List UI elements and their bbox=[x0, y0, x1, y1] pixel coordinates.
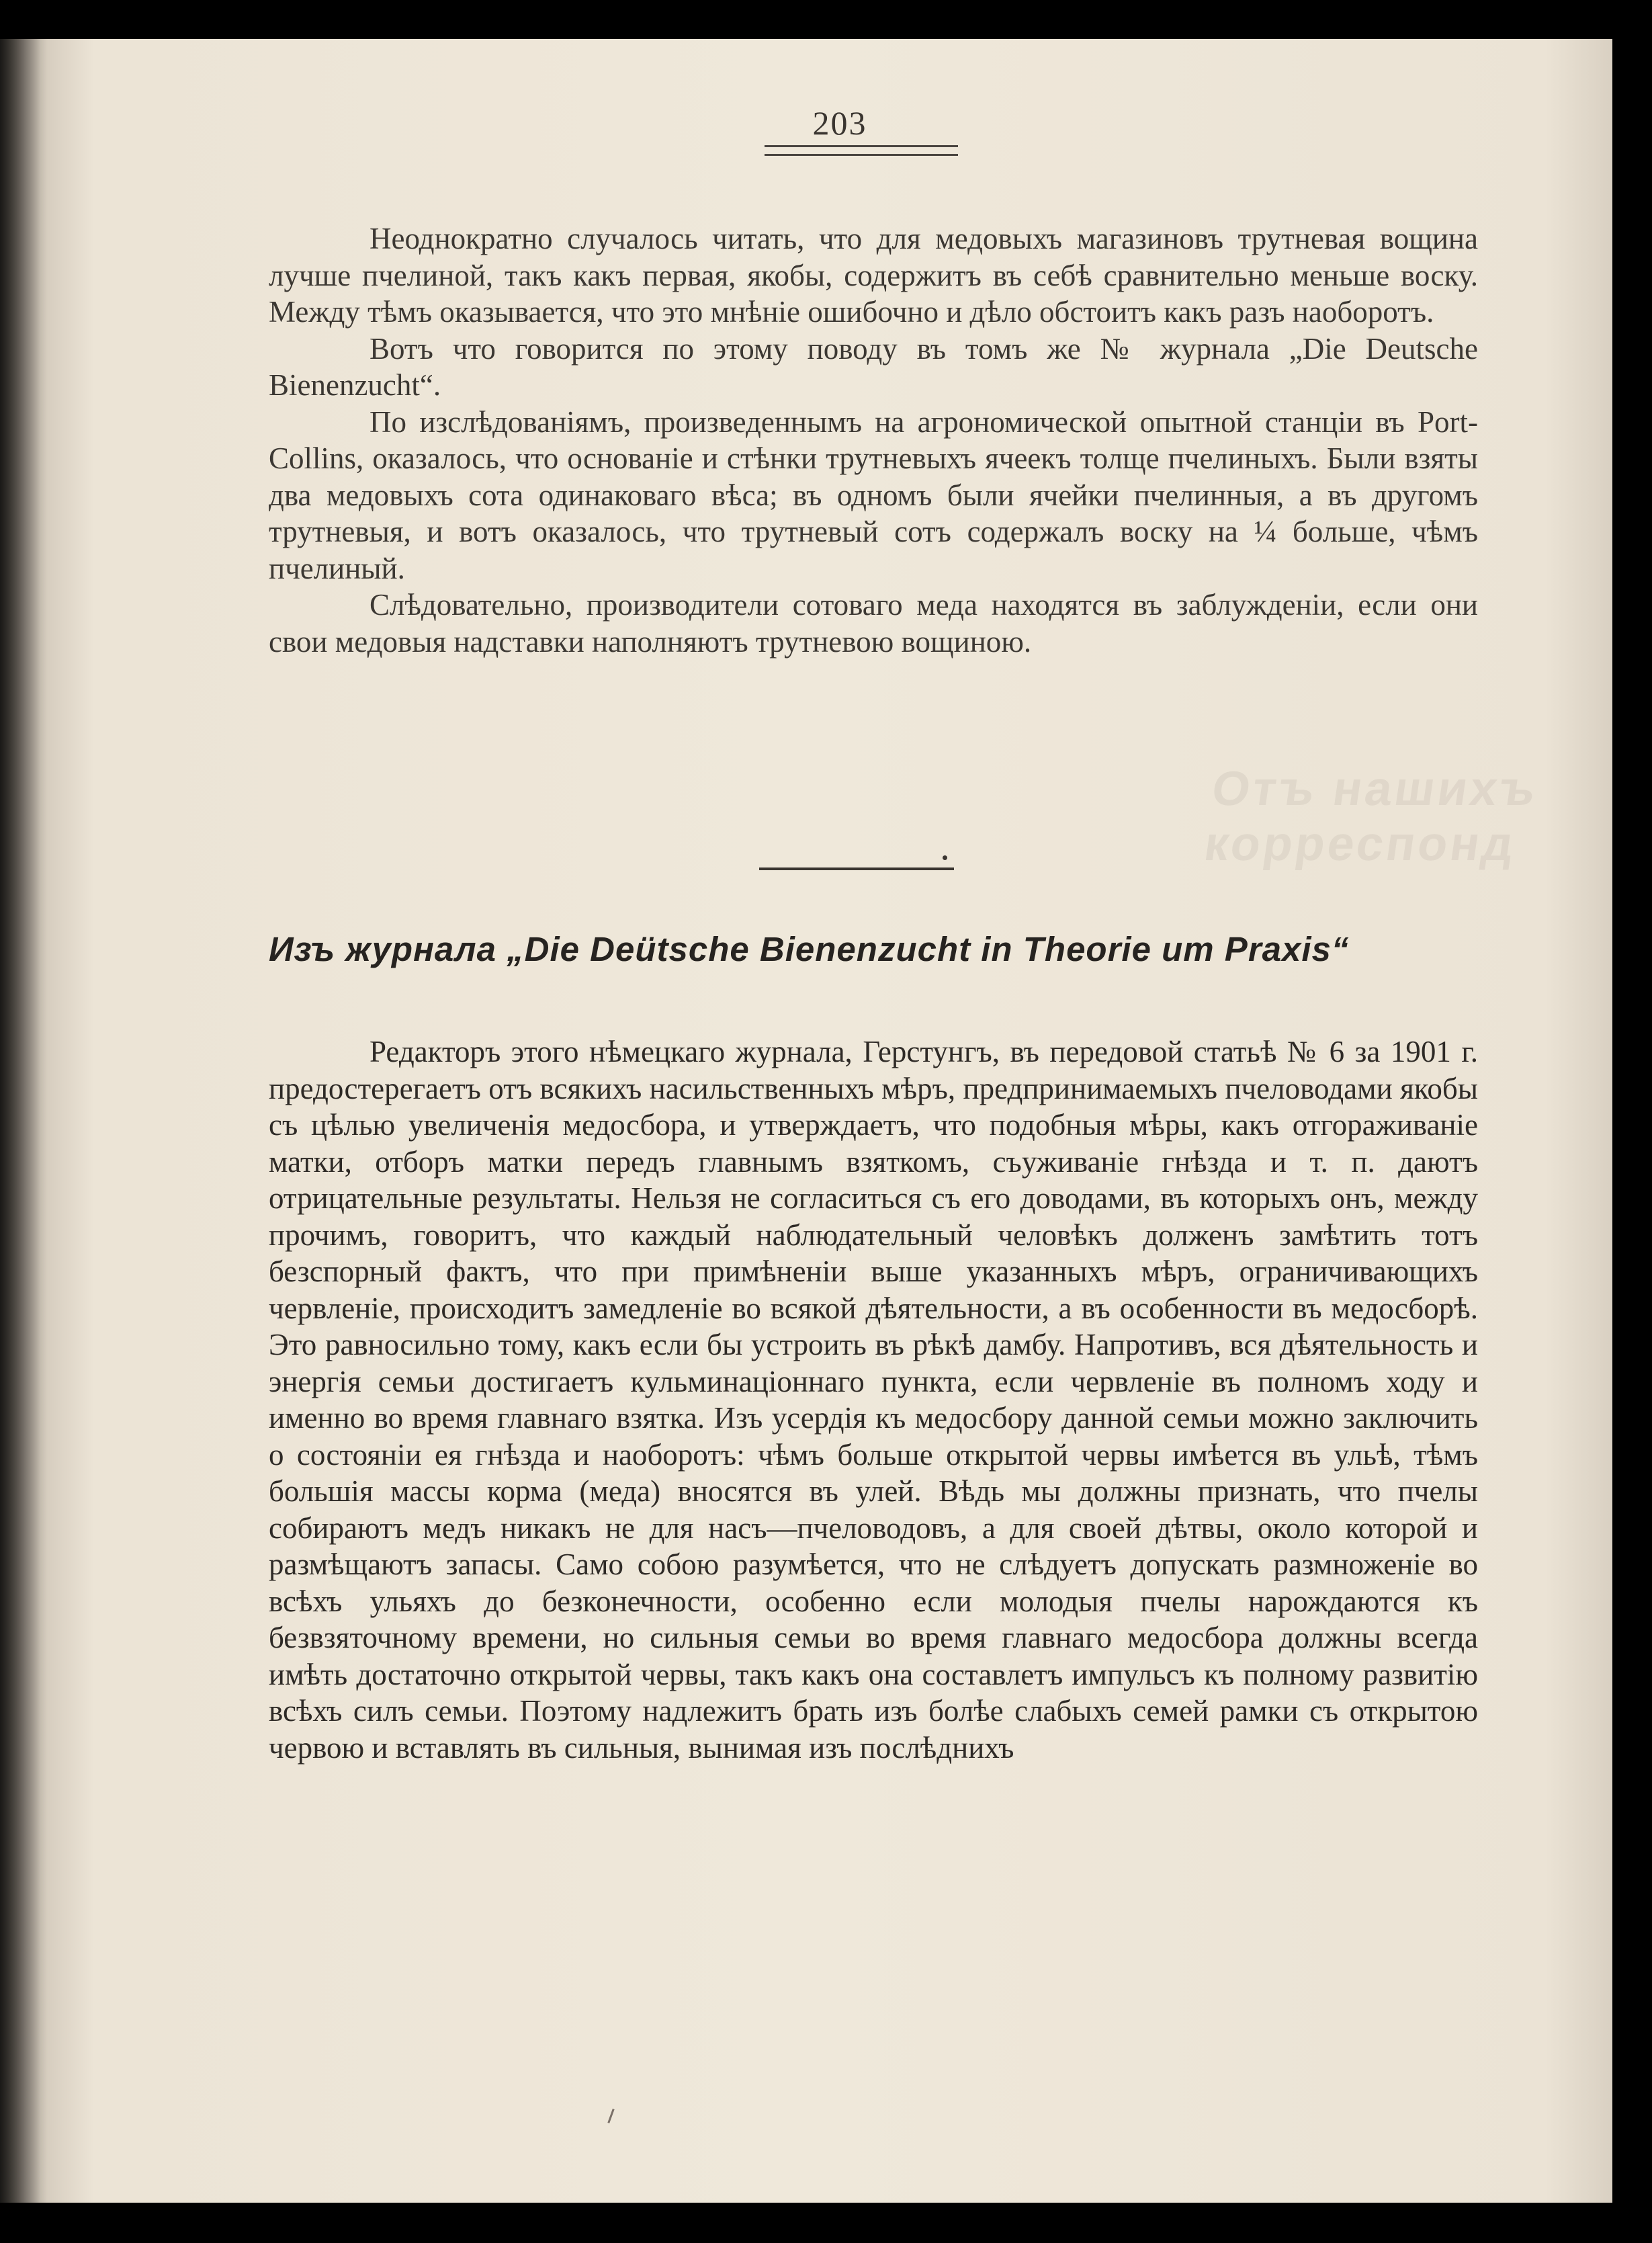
stray-ink-mark bbox=[607, 2109, 614, 2123]
section-divider bbox=[759, 867, 954, 870]
section-1-body bbox=[269, 220, 1478, 660]
paragraph: Слѣдовательно, производители сотоваго меда находятся въ заблужденіи, если они свои медовыя надставки наполняютъ трутневою вощиною. bbox=[269, 588, 1478, 659]
paragraph: Редакторъ этого нѣмецкаго журнала, Герстунгъ, въ передовой статьѣ № 6 за 1901 г. предостерегаетъ отъ всякихъ насильственныхъ мѣръ, предпринимаемыхъ пчеловодами якобы съ цѣлью увеличенія медосбора, и утверждаетъ, что подобныя мѣры, какъ отгораживаніе матки, отборъ матки передъ главнымъ взяткомъ, съуживаніе гнѣзда и т. п. даютъ отрицательные результаты. Нельзя не согласиться съ его доводами, въ которыхъ онъ, между прочимъ, говоритъ, что каждый наблюдательный человѣкъ долженъ замѣтить тотъ безспорный фактъ, что при примѣненіи выше указанныхъ мѣръ, ограничивающихъ червленіе, происходитъ замедленіе во всякой дѣятельности, а въ особенности въ медосборѣ. Это равносильно тому, какъ если бы устроить въ рѣкѣ дамбу. Напротивъ, вся дѣятельность и энергія семьи достигаетъ кульминаціоннаго пункта, если червленіе въ полномъ ходу и именно во время главнаго взятка. Изъ усердія къ медосбору данной семьи можно заключить о состояніи ея гнѣзда и наоборотъ: чѣмъ больше открытой червы имѣется въ ульѣ, тѣмъ большія массы корма (меда) вносятся въ улей. Вѣдь мы должны признать, что пчелы собираютъ медъ никакъ не для насъ—пчеловодовъ, а для своей дѣтвы, около которой и размѣщаютъ запасы. Само собою разумѣется, что не слѣдуетъ допускать размноженіе во всѣхъ ульяхъ до безконечности, особенно если молодыя пчелы нарождаются къ безвзяточному времени, но сильныя семьи во время главнаго медосбора должны всегда имѣть достаточно открытой червы, такъ какъ она составлетъ импульсъ къ полному развитію всѣхъ силъ семьи. Поэтому надлежитъ брать изъ болѣе слабыхъ семей рамки съ открытою червою и вставлять въ сильныя, вынимая изъ послѣднихъ bbox=[269, 1035, 1478, 1765]
bleed-through-text: Отъ нашихъ корреспонд bbox=[1201, 762, 1542, 871]
paragraph: По изслѣдованіямъ, произведеннымъ на агрономической опытной станціи въ Port-Collins, оказалось, что основаніе и стѣнки трутневыхъ ячеекъ толще пчелиныхъ. Были взяты два медовыхъ сота одинаковаго вѣса; въ одномъ были ячейки пчелинныя, а въ другомъ трутневыя, и вотъ оказалось, что трутневый сотъ содержалъ воску на ¼ больше, чѣмъ пчелиный. bbox=[269, 405, 1478, 585]
page-content bbox=[202, 39, 1542, 2203]
paragraph: Неоднократно случалось читать, что для медовыхъ магазиновъ трутневая вощина лучше пчелиной, такъ какъ первая, якобы, содержитъ въ себѣ сравнительно меньше воску. Между тѣмъ оказывается, что это мнѣніе ошибочно и дѣло обстоитъ какъ разъ наоборотъ. bbox=[269, 222, 1478, 329]
scanned-page bbox=[0, 39, 1612, 2203]
page-number: 203 bbox=[812, 104, 867, 142]
header-double-rule bbox=[765, 145, 958, 156]
book-spine-shadow bbox=[0, 39, 40, 2203]
section-heading: Изъ журнала „Die Deütsche Bienenzucht in Theorie um Praxis“ bbox=[269, 930, 1350, 968]
paragraph: Вотъ что говорится по этому поводу въ томъ же № журнала „Die Deutsche Bienenzucht“. bbox=[269, 331, 1478, 402]
section-2-body bbox=[269, 1033, 1478, 1766]
divider-dot bbox=[943, 855, 947, 860]
